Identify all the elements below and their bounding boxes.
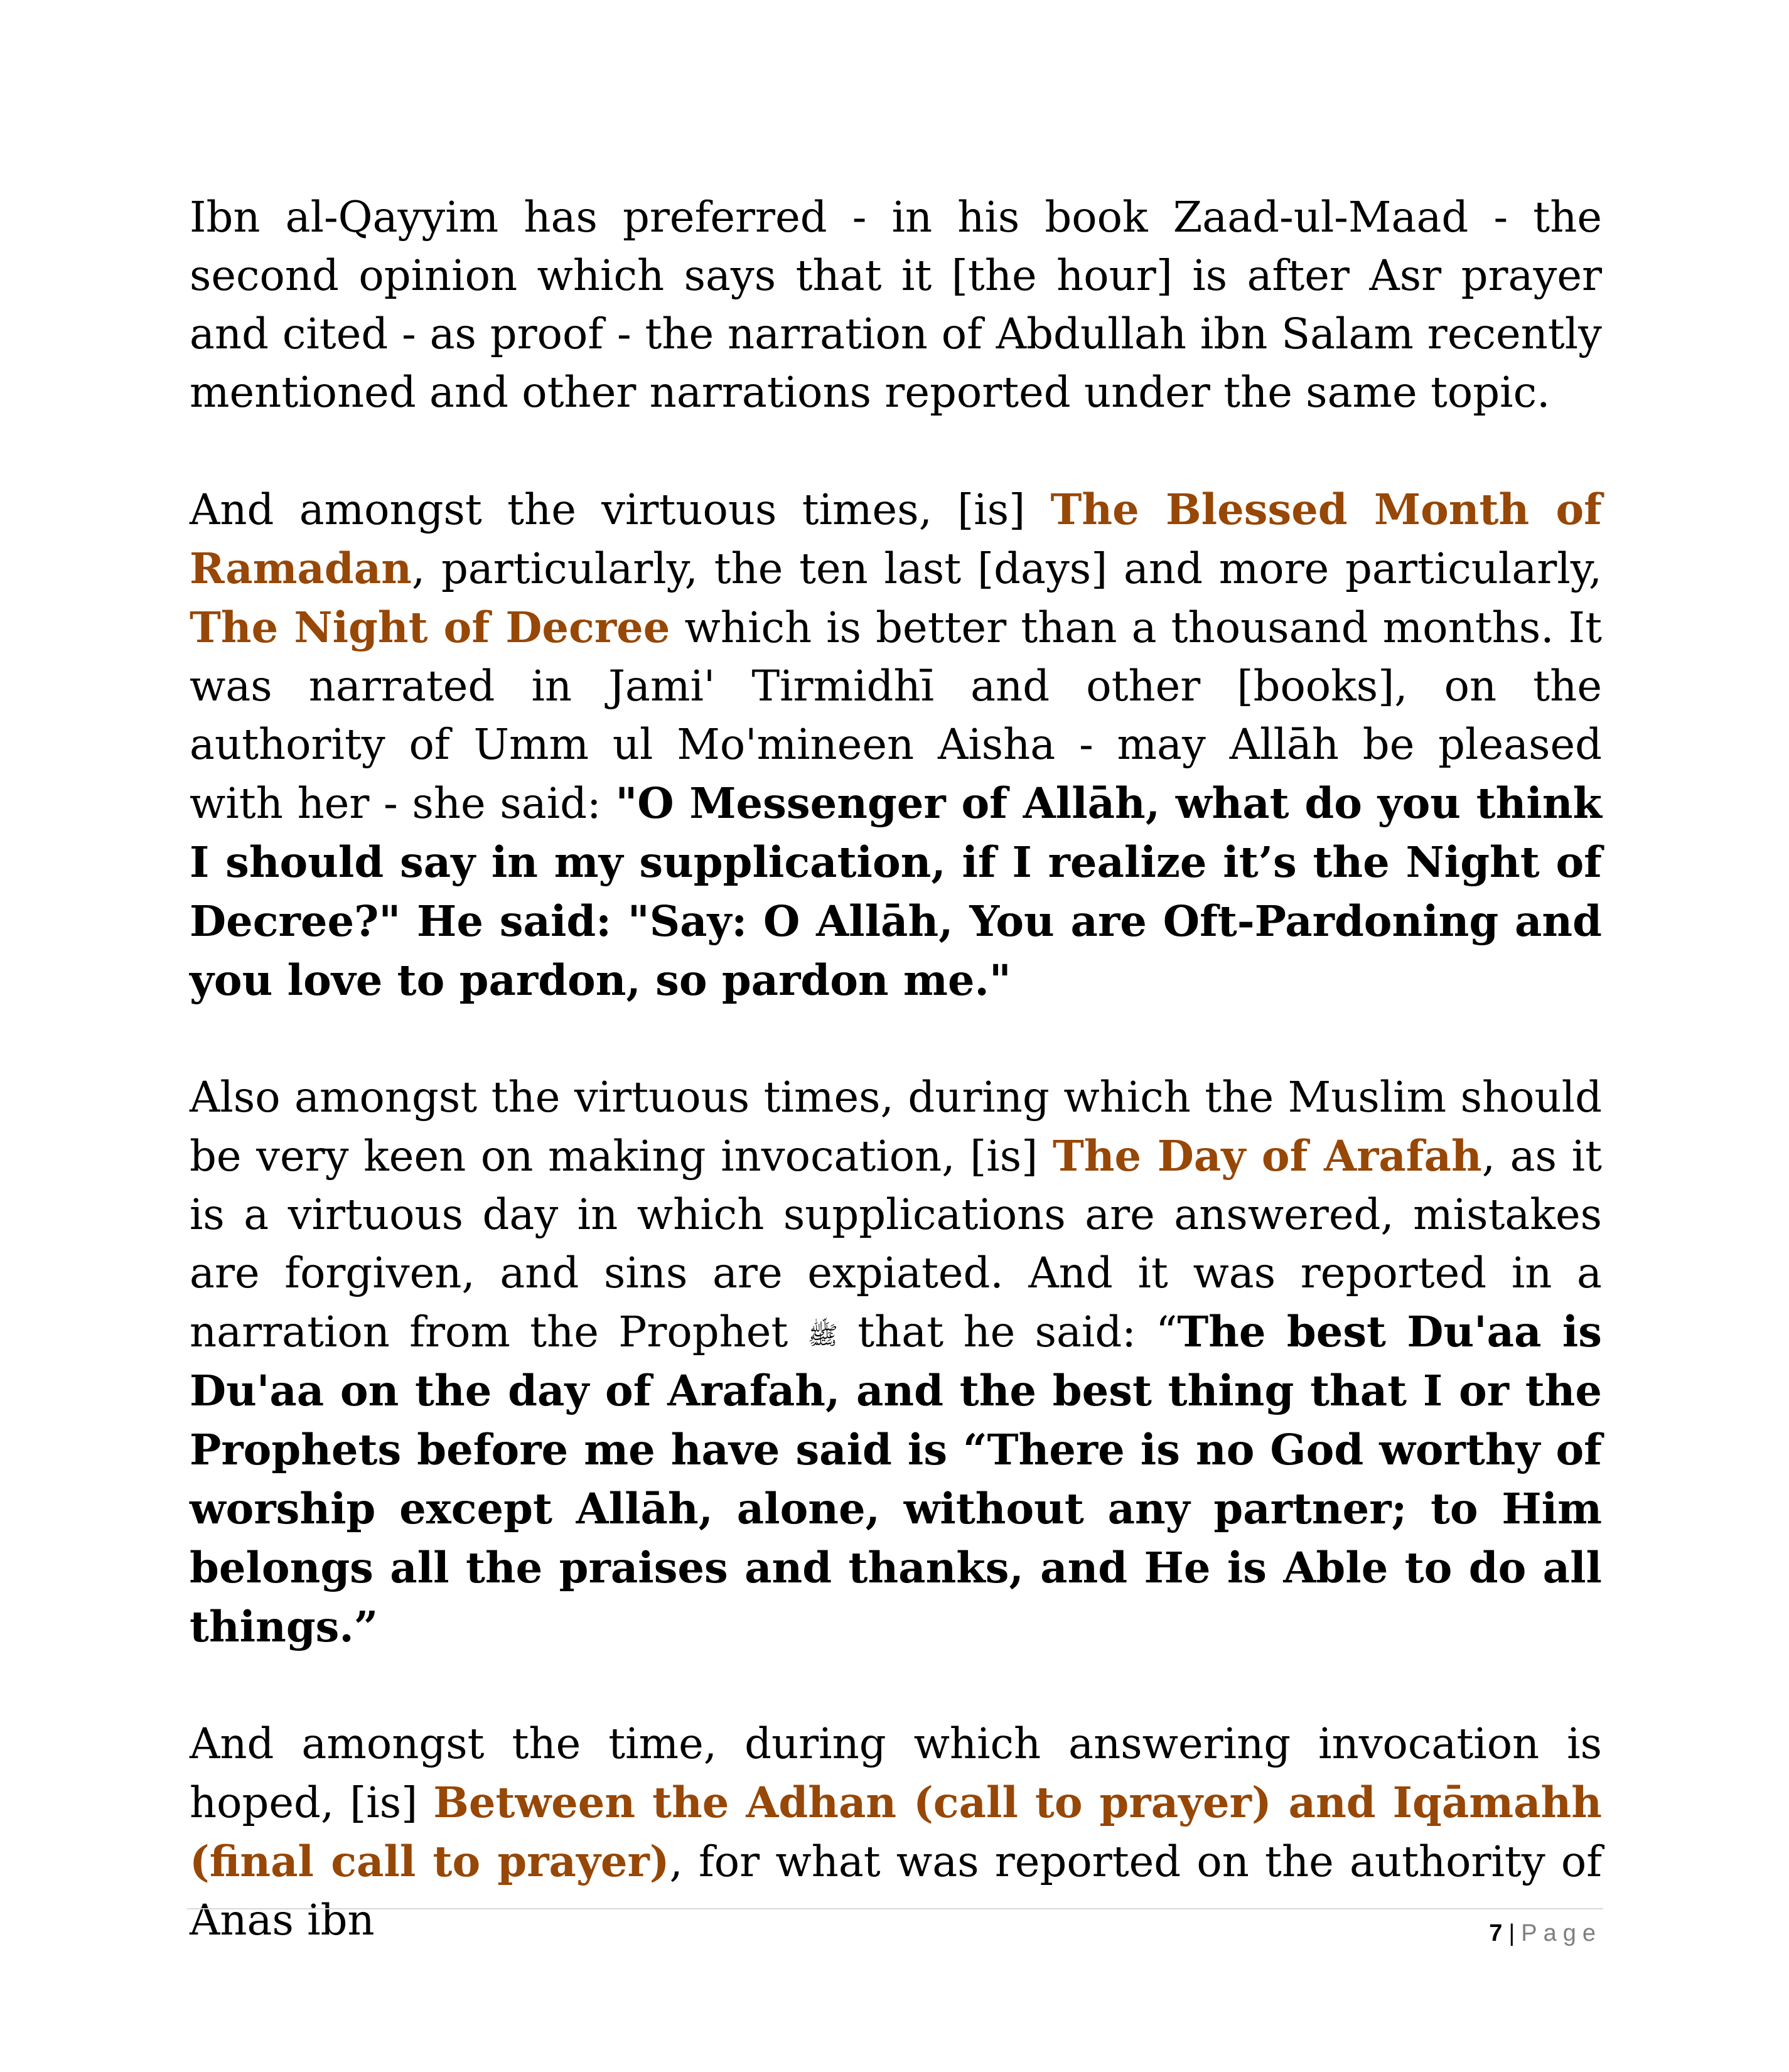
highlight-day-of-arafah: The Day of Arafah <box>1052 1131 1482 1181</box>
footer-divider <box>187 1908 1603 1909</box>
highlight-adhan-iqamah: Between the Adhan (call to prayer) and Iqāmahh (final call to prayer) <box>190 1778 1602 1886</box>
text-segment: , for what was reported on the authority of Anas ibn <box>190 1837 1603 1945</box>
highlight-blessed-month: The Blessed Month of Ramadan <box>190 485 1602 593</box>
paragraph-adhan-iqamah <box>190 1715 1602 1950</box>
page-body <box>190 188 1602 2008</box>
footer-separator: | <box>1508 1920 1515 1946</box>
highlight-night-of-decree: The Night of Decree <box>190 603 670 652</box>
paragraph-ibn-qayyim: Ibn al-Qayyim has preferred - in his book Zaad-ul-Maad - the second opinion which says that it [the hour] is after Asr prayer and cited - as proof - the narration of Abdullah ibn Salam recently mentioned and other narrations reported under the same topic. <box>190 193 1602 417</box>
text-segment: , as it is a virtuous day in which supplications are answered, mistakes are forgiven, and sins are expiated. And it was reported in a narration from the Prophet <box>190 1132 1602 1356</box>
page-footer <box>1489 1914 1602 1952</box>
text-segment: which is better than a thousand months. It was narrated in Jami' Tirmidhī and other [books], on the authority of Umm ul Mo'mineen Aisha - may Allāh be pleased with her - she said: <box>190 603 1603 828</box>
salawat-glyph: ﷺ <box>807 1321 838 1350</box>
text-segment: And amongst the virtuous times, [is] <box>190 485 1051 534</box>
text-segment: And amongst the time, during which answering invocation is hoped, [is] <box>190 1719 1602 1827</box>
quote-best-duaa: The best Du'aa is Du'aa on the day of Arafah, and the best thing that I or the Prophets before me have said is “There is no God worthy of worship except Allāh, alone, without any partner; to Him belongs all the praises and thanks, and He is Able to do all things.” <box>190 1307 1602 1651</box>
text-segment: , particularly, the ten last [days] and more particularly, <box>411 544 1602 593</box>
text-segment: Also amongst the virtuous times, during which the Muslim should be very keen on making invocation, [is] <box>190 1073 1602 1181</box>
text-segment: that he said: “ <box>837 1307 1178 1356</box>
quote-aisha-supplication: "O Messenger of Allāh, what do you think I should say in my supplication, if I realize it’s the Night of Decree?" He said: "Say: O Allāh, You are Oft-Pardoning and you love to pardon, so pardon me." <box>190 778 1602 1005</box>
paragraph-ramadan <box>190 480 1602 1010</box>
paragraph-arafah <box>190 1068 1602 1656</box>
page-label: Page <box>1521 1920 1602 1946</box>
page-number: 7 <box>1489 1920 1503 1946</box>
